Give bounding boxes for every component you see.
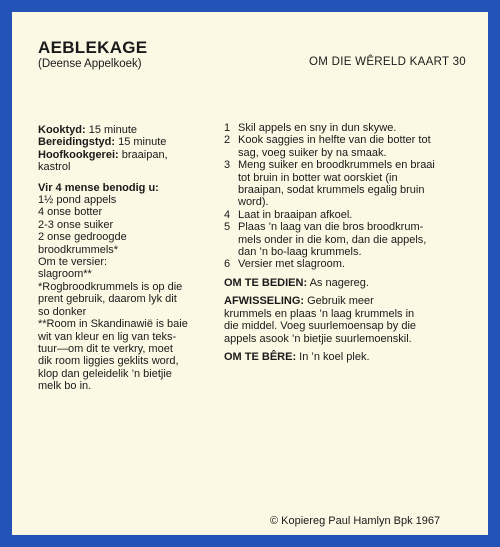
method-step [224, 258, 472, 270]
ingredients-heading: Vir 4 mense benodig u: [38, 181, 159, 194]
bereidingstyd [38, 136, 218, 148]
method-step [224, 209, 472, 221]
ingredient-line: tuur—om dit te verkry, moet [38, 342, 173, 355]
storage-note [224, 351, 472, 363]
variation-label: AFWISSELING: [224, 295, 305, 308]
variation-line: krummels en plaas ’n laag krummels in [224, 307, 415, 320]
step-text [238, 209, 472, 221]
ingredient-line: wit van kleur en lig van teks- [38, 330, 177, 343]
ingredient-line: prent gebruik, daarom lyk dit [38, 293, 177, 306]
hoofkookgerei-value-2: kastrol [38, 161, 71, 174]
step-number: 2 [224, 134, 231, 147]
hoofkookgerei [38, 149, 218, 161]
bereidingstyd-label: Bereidingstyd: [38, 136, 116, 149]
recipe-title: AEBLEKAGE [38, 38, 148, 57]
ingredient-line: *Rogbroodkrummels is op die [38, 280, 183, 293]
step-number: 3 [224, 159, 231, 172]
step-number: 6 [224, 258, 231, 271]
serving-text: As nagereg. [307, 276, 369, 289]
step-line: word). [238, 196, 269, 209]
ingredient-line: 2-3 onse suiker [38, 218, 114, 231]
step-line: tot bruin in botter wat oorskiet (in [238, 171, 398, 184]
step-number: 5 [224, 221, 231, 234]
kooktyd-value: 15 minute [85, 124, 138, 136]
ingredient-line: dik room liggies geklits word, [38, 355, 179, 368]
right-column [224, 122, 472, 363]
ingredient-line: broodkrummels* [38, 243, 119, 256]
step-text [238, 221, 472, 258]
ingredient-line: **Room in Skandinawië is baie [38, 318, 188, 331]
step-line: braaipan, sodat krummels egalig bruin [238, 184, 425, 197]
variation-note [224, 295, 472, 345]
ingredient-line: 1½ pond appels [38, 194, 117, 207]
ingredient-line: slagroom** [38, 268, 92, 281]
storage-text: In ’n koel plek. [296, 350, 370, 363]
hoofkookgerei-label: Hoofkookgerei: [38, 148, 119, 161]
method-step [224, 122, 472, 134]
variation-line: appels asook ’n bietjie suurlemoenskil. [224, 332, 412, 345]
step-line: Laat in braaipan afkoel. [238, 208, 353, 221]
serving-note [224, 277, 472, 289]
step-text [238, 122, 472, 134]
recipe-card [12, 12, 488, 535]
ingredient-line: 4 onse botter [38, 206, 103, 219]
step-text [238, 159, 472, 209]
method-step [224, 159, 472, 209]
ingredient-line: klop dan geleidelik ’n bietjie [38, 367, 172, 380]
step-text [238, 134, 472, 159]
variation-line: Gebruik meer [304, 295, 374, 308]
ingredients-list [38, 194, 218, 393]
ingredient-line: 2 onse gedroogde [38, 231, 127, 244]
step-line: Plaas ’n laag van die bros broodkrum- [238, 221, 424, 234]
method-step [224, 134, 472, 159]
step-line: mels onder in die kom, dan die appels, [238, 233, 427, 246]
copyright-footer: © Kopiereg Paul Hamlyn Bpk 1967 [270, 515, 441, 527]
step-text [238, 258, 472, 270]
method-step [224, 221, 472, 258]
step-number: 1 [224, 122, 231, 134]
step-line: dan ’n bo-laag krummels. [238, 246, 362, 259]
series-label: OM DIE WÊRELD KAART 30 [309, 56, 466, 68]
step-line: Meng suiker en broodkrummels en braai [238, 159, 435, 172]
kooktyd-label: Kooktyd: [38, 124, 86, 136]
ingredient-line: melk bo in. [38, 380, 92, 393]
storage-label: OM TE BÊRE: [224, 350, 297, 363]
hoofkookgerei-value: braaipan, [118, 148, 168, 161]
bereidingstyd-value: 15 minute [115, 136, 167, 149]
step-line: Versier met slagroom. [238, 258, 345, 271]
recipe-subtitle: (Deense Appelkoek) [38, 58, 142, 70]
serving-label: OM TE BEDIEN: [224, 276, 308, 289]
step-line: sag, voeg suiker by na smaak. [238, 146, 387, 159]
variation-line: die middel. Voeg suurlemoensap by die [224, 320, 417, 333]
step-line: Kook saggies in helfte van die botter tot [238, 134, 431, 147]
method-steps [224, 122, 472, 271]
ingredient-line: so donker [38, 305, 87, 318]
step-line: Skil appels en sny in dun skywe. [238, 122, 397, 134]
kooktyd [38, 124, 218, 136]
step-number: 4 [224, 208, 231, 221]
ingredient-line: Om te versier: [38, 256, 108, 269]
left-column [38, 124, 218, 393]
